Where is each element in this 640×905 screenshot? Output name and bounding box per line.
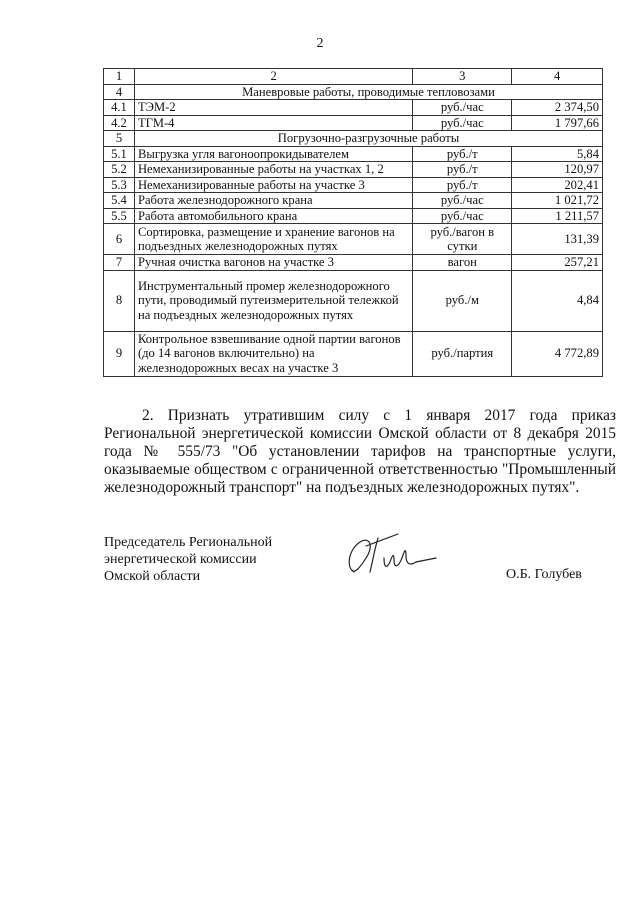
- service-name: Немеханизированные работы на участке 3: [134, 177, 412, 193]
- service-name: Работа железнодорожного крана: [134, 193, 412, 209]
- service-name: Сортировка, размещение и хранение вагонов на подъездных железнодорожных путях: [134, 224, 412, 255]
- tariff-value: 202,41: [512, 177, 603, 193]
- section-title: Погрузочно-разгрузочные работы: [134, 131, 602, 147]
- unit: руб./т: [413, 177, 512, 193]
- tariff-value: 4,84: [512, 270, 603, 331]
- unit: руб./час: [413, 193, 512, 209]
- table-row: [104, 224, 603, 255]
- section-title: Маневровые работы, проводимые тепловозами: [134, 84, 602, 100]
- row-number: 5.2: [104, 162, 135, 178]
- handwritten-signature-icon: [340, 528, 440, 583]
- table-section-row: [104, 131, 603, 147]
- table-header-row: [104, 69, 603, 85]
- table-row: [104, 331, 603, 376]
- row-number: 7: [104, 255, 135, 271]
- table-row: [104, 208, 603, 224]
- service-name: Немеханизированные работы на участках 1, 2: [134, 162, 412, 178]
- row-number: 5.1: [104, 146, 135, 162]
- table-row: [104, 115, 603, 131]
- page-number: 2: [316, 36, 324, 51]
- row-number: 8: [104, 270, 135, 331]
- table-row: [104, 255, 603, 271]
- row-number: 5: [104, 131, 135, 147]
- header-cell: 1: [104, 69, 135, 85]
- tariff-value: 1 211,57: [512, 208, 603, 224]
- row-number: 4: [104, 84, 135, 100]
- row-number: 4.2: [104, 115, 135, 131]
- tariff-table: [103, 68, 603, 377]
- header-cell: 2: [134, 69, 412, 85]
- unit: руб./т: [413, 162, 512, 178]
- unit: руб./партия: [413, 331, 512, 376]
- row-number: 5.5: [104, 208, 135, 224]
- row-number: 9: [104, 331, 135, 376]
- unit: вагон: [413, 255, 512, 271]
- tariff-value: 4 772,89: [512, 331, 603, 376]
- unit: руб./м: [413, 270, 512, 331]
- service-name: Инструментальный промер железнодорожного пути, проводимый путеизмерительной тележкой на подъездных железнодорожных путях: [134, 270, 412, 331]
- unit: руб./вагон в сутки: [413, 224, 512, 255]
- unit: руб./час: [413, 115, 512, 131]
- tariff-value: 1 021,72: [512, 193, 603, 209]
- service-name: Ручная очистка вагонов на участке 3: [134, 255, 412, 271]
- unit: руб./т: [413, 146, 512, 162]
- table-section-row: [104, 84, 603, 100]
- row-number: 5.3: [104, 177, 135, 193]
- row-number: 4.1: [104, 100, 135, 116]
- tariff-value: 2 374,50: [512, 100, 603, 116]
- unit: руб./час: [413, 100, 512, 116]
- tariff-value: 257,21: [512, 255, 603, 271]
- header-cell: 3: [413, 69, 512, 85]
- signee-name: О.Б. Голубев: [506, 567, 582, 582]
- signer-position-line: Омской области: [104, 569, 201, 584]
- tariff-value: 131,39: [512, 224, 603, 255]
- table-row: [104, 100, 603, 116]
- table-row: [104, 193, 603, 209]
- header-cell: 4: [512, 69, 603, 85]
- signer-position-line: Председатель Региональной: [104, 535, 273, 550]
- order-paragraph: 2. Признать утратившим силу с 1 января 2017 года приказ Региональной энергетической комиссии Омской области от 8 декабря 2015 года № 555/73 "Об установлении тарифов на транспортные услуги, оказываемые обществом с ограниченной ответственностью "Промышленный железнодорожный транспорт" на подъездных железнодорожных путях".: [104, 407, 616, 496]
- service-name: ТЭМ-2: [134, 100, 412, 116]
- service-name: ТГМ-4: [134, 115, 412, 131]
- table-row: [104, 146, 603, 162]
- signer-position: [104, 534, 272, 585]
- table-row: [104, 177, 603, 193]
- table-row: [104, 162, 603, 178]
- tariff-value: 120,97: [512, 162, 603, 178]
- tariff-value: 1 797,66: [512, 115, 603, 131]
- row-number: 6: [104, 224, 135, 255]
- service-name: Работа автомобильного крана: [134, 208, 412, 224]
- service-name: Контрольное взвешивание одной партии вагонов (до 14 вагонов включительно) на железнодорожных весах на участке 3: [134, 331, 412, 376]
- unit: руб./час: [413, 208, 512, 224]
- tariff-value: 5,84: [512, 146, 603, 162]
- service-name: Выгрузка угля вагоноопрокидывателем: [134, 146, 412, 162]
- signer-position-line: энергетической комиссии: [104, 552, 257, 567]
- row-number: 5.4: [104, 193, 135, 209]
- table-row: [104, 270, 603, 331]
